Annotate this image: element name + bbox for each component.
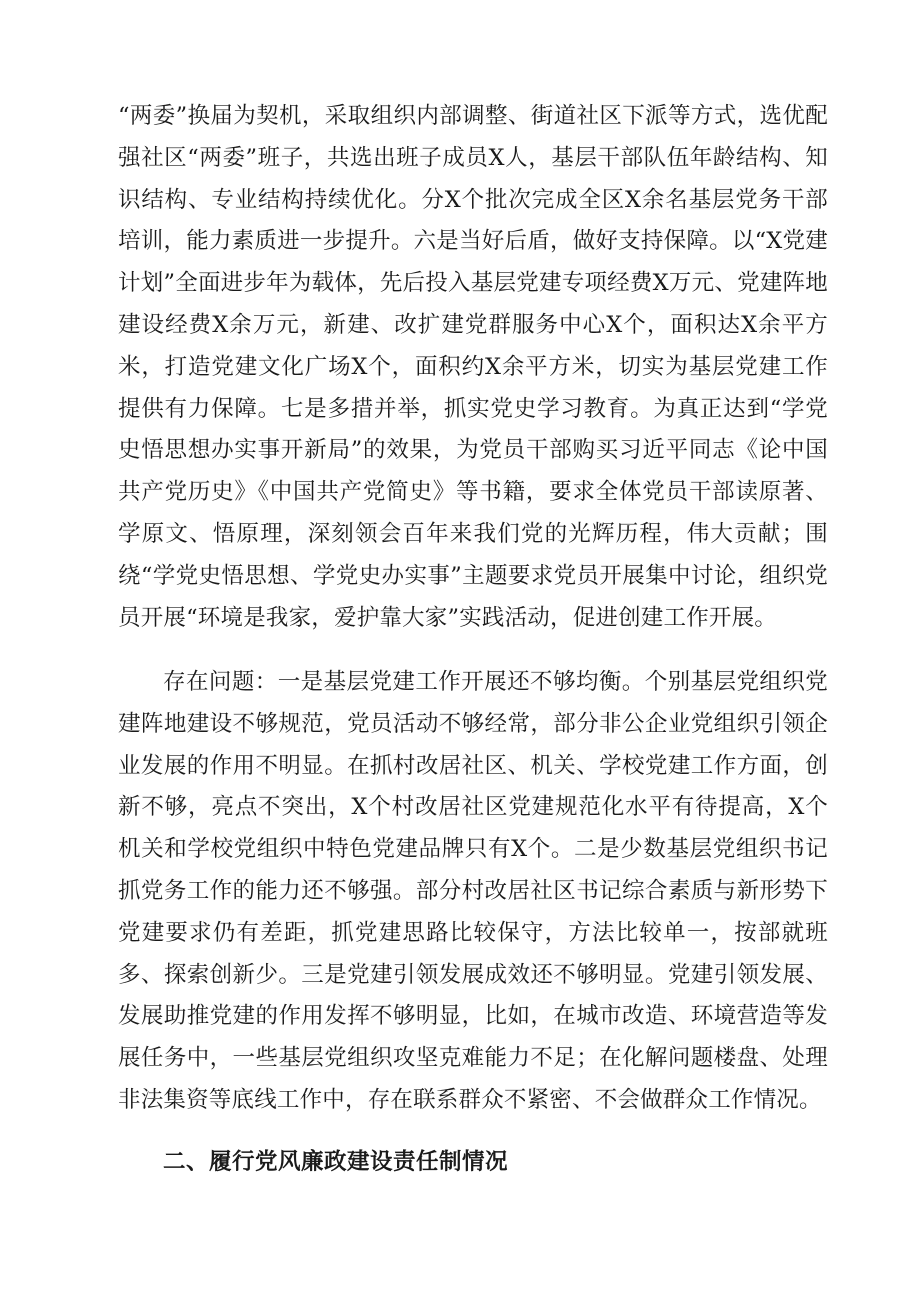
body-paragraph-achievements: “两委”换届为契机，采取组织内部调整、街道社区下派等方式，选优配强社区“两委”班子，共选出班子成员X人，基层干部队伍年龄结构、知识结构、专业结构持续优化。分X个批次完成全区X余名基层党务干部培训，能力素质进一步提升。六是当好后盾，做好支持保障。以“X党建计划”全面进步年为载体，先后投入基层党建专项经费X万元、党建阵地建设经费X余万元，新建、改扩建党群服务中心X个，面积达X余平方米，打造党建文化广场X个，面积约X余平方米，切实为基层党建工作提供有力保障。七是多措并举，抓实党史学习教育。为真正达到“学党史悟思想办实事开新局”的效果，为党员干部购买习近平同志《论中国共产党历史》《中国共产党简史》等书籍，要求全体党员干部读原著、学原文、悟原理，深刻领会百年来我们党的光辉历程，伟大贡献；围绕“学党史悟思想、学党史办实事”主题要求党员开展集中讨论，组织党员开展“环境是我家，爱护靠大家”实践活动，促进创建工作开展。	[118, 103, 828, 631]
body-paragraph-problems: 存在问题：一是基层党建工作开展还不够均衡。个别基层党组织党建阵地建设不够规范，党员活动不够经常，部分非公企业党组织引领企业发展的作用不明显。在抓村改居社区、机关、学校党建工作方面，创新不够，亮点不突出，X个村改居社区党建规范化水平有待提高，X个机关和学校党组织中特色党建品牌只有X个。二是少数基层党组织书记抓党务工作的能力还不够强。部分村改居社区书记综合素质与新形势下党建要求仍有差距，抓党建思路比较保守，方法比较单一，按部就班多、探索创新少。三是党建引领发展成效还不够明显。党建引领发展、发展助推党建的作用发挥不够明显，比如，在城市改造、环境营造等发展任务中，一些基层党组织攻坚克难能力不足；在化解问题楼盘、处理非法集资等底线工作中，存在联系群众不紧密、不会做群众工作情况。	[118, 669, 828, 1113]
section-heading: 二、履行党风廉政建设责任制情况	[163, 1149, 509, 1175]
